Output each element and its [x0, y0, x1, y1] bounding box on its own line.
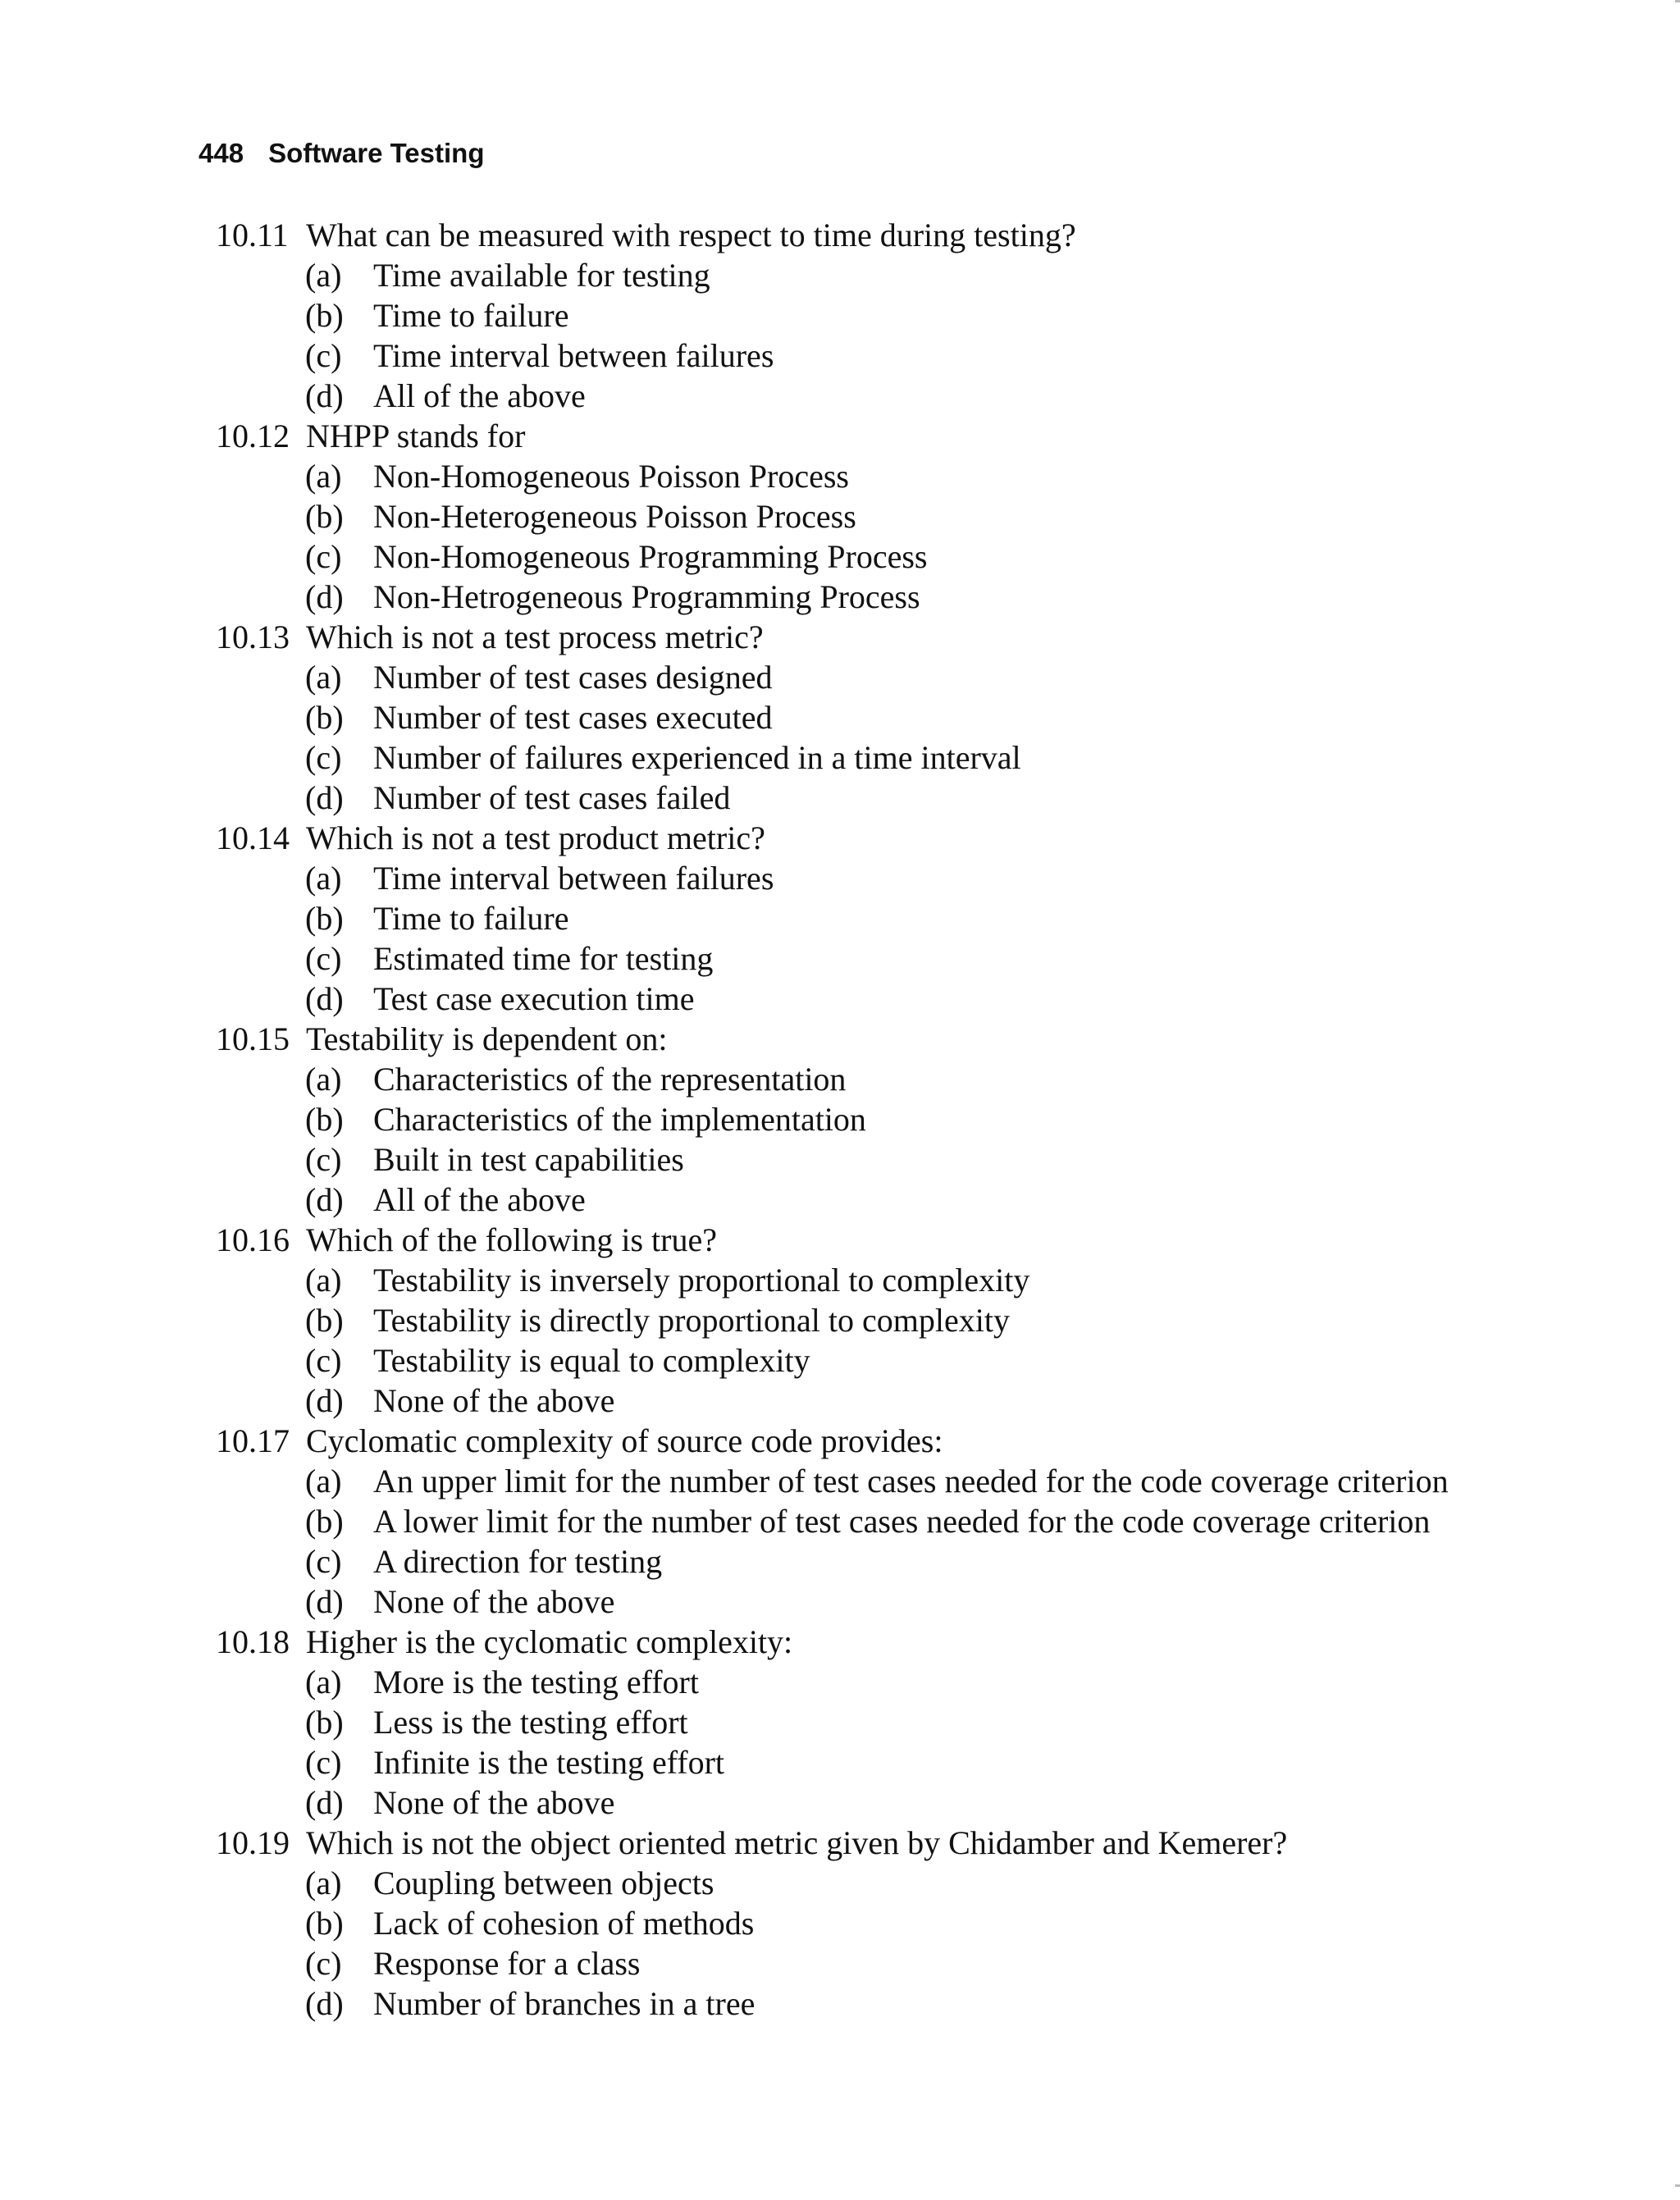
- option-item: [0, 1863, 1680, 1903]
- option-text: All of the above: [373, 377, 586, 414]
- option-letter: (d): [305, 377, 344, 414]
- page-edge-mark: [1675, 0, 1680, 2]
- question-line: [0, 1019, 1680, 1059]
- option-text: Time to failure: [373, 297, 569, 334]
- question-line: [0, 1421, 1680, 1461]
- option-letter: (c): [305, 538, 342, 575]
- option-letter: (a): [305, 1865, 342, 1901]
- option-letter: (a): [305, 257, 342, 294]
- option-letter: (c): [305, 940, 342, 977]
- option-item: [0, 335, 1680, 376]
- option-item: [0, 697, 1680, 737]
- option-item: [0, 1903, 1680, 1943]
- option-letter: (c): [305, 337, 342, 374]
- option-letter: (a): [305, 659, 342, 696]
- question-number: 10.14: [216, 819, 290, 856]
- question-item: [0, 1019, 1680, 1220]
- option-letter: (c): [305, 1543, 342, 1580]
- option-item: [0, 255, 1680, 295]
- question-item: [0, 416, 1680, 617]
- option-text: None of the above: [373, 1784, 615, 1821]
- option-text: More is the testing effort: [373, 1664, 699, 1700]
- question-item: [0, 215, 1680, 416]
- option-text: Non-Hetrogeneous Programming Process: [373, 578, 920, 615]
- question-item: [0, 1622, 1680, 1823]
- question-text: NHPP stands for: [306, 418, 526, 454]
- question-item: [0, 1421, 1680, 1622]
- running-title: Software Testing: [268, 138, 485, 168]
- question-item: [0, 1220, 1680, 1421]
- question-list: [0, 215, 1680, 2024]
- option-letter: (d): [305, 1784, 344, 1821]
- option-item: [0, 1541, 1680, 1582]
- option-text: Time interval between failures: [373, 337, 774, 374]
- question-line: [0, 1622, 1680, 1662]
- option-letter: (d): [305, 1985, 344, 2022]
- question-text: Which of the following is true?: [306, 1221, 717, 1258]
- option-item: [0, 536, 1680, 577]
- option-letter: (b): [305, 1503, 344, 1540]
- option-letter: (b): [305, 1905, 344, 1942]
- question-text: Which is not the object oriented metric given by Chidamber and Kemerer?: [306, 1824, 1288, 1861]
- question-text: Which is not a test process metric?: [306, 618, 764, 655]
- option-text: Coupling between objects: [373, 1865, 714, 1901]
- option-letter: (d): [305, 1382, 344, 1419]
- option-text: A direction for testing: [373, 1543, 663, 1580]
- question-number: 10.15: [216, 1020, 290, 1057]
- option-text: Number of test cases executed: [373, 699, 773, 736]
- option-text: Response for a class: [373, 1945, 641, 1982]
- option-item: [0, 1582, 1680, 1622]
- option-letter: (d): [305, 578, 344, 615]
- option-item: [0, 1300, 1680, 1340]
- option-text: Time available for testing: [373, 257, 710, 294]
- question-line: [0, 416, 1680, 456]
- option-item: [0, 858, 1680, 898]
- option-text: Number of failures experienced in a time interval: [373, 739, 1021, 776]
- question-number: 10.18: [216, 1623, 290, 1660]
- option-item: [0, 657, 1680, 697]
- option-letter: (b): [305, 1101, 344, 1138]
- option-item: [0, 1662, 1680, 1702]
- question-number: 10.17: [216, 1422, 290, 1459]
- page-number: 448: [199, 138, 244, 168]
- option-text: An upper limit for the number of test cases needed for the code coverage criterion: [373, 1463, 1449, 1499]
- option-letter: (c): [305, 1744, 342, 1781]
- option-letter: (d): [305, 779, 344, 816]
- option-letter: (c): [305, 1945, 342, 1982]
- option-text: Estimated time for testing: [373, 940, 714, 977]
- question-line: [0, 818, 1680, 858]
- page-edge-mark: [1675, 2184, 1680, 2187]
- option-item: [0, 1943, 1680, 1983]
- option-letter: (b): [305, 1704, 344, 1741]
- option-letter: (b): [305, 699, 344, 736]
- option-letter: (c): [305, 739, 342, 776]
- option-letter: (b): [305, 900, 344, 937]
- option-item: [0, 979, 1680, 1019]
- option-text: Number of test cases designed: [373, 659, 773, 696]
- option-letter: (c): [305, 1141, 342, 1178]
- option-letter: (a): [305, 860, 342, 897]
- option-text: Characteristics of the representation: [373, 1061, 847, 1098]
- option-text: Number of test cases failed: [373, 779, 731, 816]
- question-item: [0, 1823, 1680, 2024]
- option-item: [0, 496, 1680, 536]
- option-item: [0, 1742, 1680, 1782]
- option-item: [0, 1782, 1680, 1823]
- option-letter: (a): [305, 1664, 342, 1700]
- option-letter: (d): [305, 1181, 344, 1218]
- option-item: [0, 1340, 1680, 1381]
- option-text: Testability is directly proportional to complexity: [373, 1302, 1010, 1339]
- question-number: 10.11: [216, 217, 289, 253]
- question-line: [0, 1823, 1680, 1863]
- option-text: Time interval between failures: [373, 860, 774, 897]
- question-item: [0, 617, 1680, 818]
- option-letter: (a): [305, 1061, 342, 1098]
- option-item: [0, 1180, 1680, 1220]
- option-item: [0, 1983, 1680, 2024]
- page-header: [199, 138, 484, 169]
- option-text: Built in test capabilities: [373, 1141, 684, 1178]
- option-item: [0, 1501, 1680, 1541]
- option-item: [0, 577, 1680, 617]
- option-item: [0, 456, 1680, 496]
- option-item: [0, 1139, 1680, 1180]
- question-number: 10.13: [216, 618, 290, 655]
- option-letter: (a): [305, 1262, 342, 1299]
- option-item: [0, 1260, 1680, 1300]
- option-text: Testability is inversely proportional to complexity: [373, 1262, 1030, 1299]
- question-item: [0, 818, 1680, 1019]
- option-letter: (d): [305, 980, 344, 1017]
- question-line: [0, 1220, 1680, 1260]
- option-text: A lower limit for the number of test cases needed for the code coverage criterion: [373, 1503, 1431, 1540]
- option-text: None of the above: [373, 1583, 615, 1620]
- option-item: [0, 938, 1680, 979]
- option-letter: (a): [305, 458, 342, 495]
- option-item: [0, 1381, 1680, 1421]
- option-letter: (b): [305, 297, 344, 334]
- question-text: Higher is the cyclomatic complexity:: [306, 1623, 793, 1660]
- option-text: Lack of cohesion of methods: [373, 1905, 755, 1942]
- option-item: [0, 1461, 1680, 1501]
- option-text: Non-Homogeneous Poisson Process: [373, 458, 849, 495]
- option-item: [0, 778, 1680, 818]
- question-number: 10.12: [216, 418, 290, 454]
- option-item: [0, 295, 1680, 335]
- option-text: Testability is equal to complexity: [373, 1342, 810, 1379]
- question-text: Which is not a test product metric?: [306, 819, 765, 856]
- option-text: Non-Homogeneous Programming Process: [373, 538, 928, 575]
- option-letter: (b): [305, 498, 344, 535]
- option-text: None of the above: [373, 1382, 615, 1419]
- question-text: What can be measured with respect to time during testing?: [306, 217, 1076, 253]
- option-text: Non-Heterogeneous Poisson Process: [373, 498, 856, 535]
- option-item: [0, 898, 1680, 938]
- option-item: [0, 1099, 1680, 1139]
- option-item: [0, 737, 1680, 778]
- option-item: [0, 1702, 1680, 1742]
- option-text: Time to failure: [373, 900, 569, 937]
- question-number: 10.16: [216, 1221, 290, 1258]
- option-text: Number of branches in a tree: [373, 1985, 756, 2022]
- option-text: Characteristics of the implementation: [373, 1101, 866, 1138]
- question-line: [0, 215, 1680, 255]
- option-text: All of the above: [373, 1181, 586, 1218]
- option-letter: (c): [305, 1342, 342, 1379]
- option-item: [0, 376, 1680, 416]
- option-text: Less is the testing effort: [373, 1704, 688, 1741]
- option-item: [0, 1059, 1680, 1099]
- option-letter: (b): [305, 1302, 344, 1339]
- question-text: Cyclomatic complexity of source code provides:: [306, 1422, 943, 1459]
- option-letter: (a): [305, 1463, 342, 1499]
- question-text: Testability is dependent on:: [306, 1020, 668, 1057]
- option-text: Infinite is the testing effort: [373, 1744, 725, 1781]
- option-text: Test case execution time: [373, 980, 695, 1017]
- question-number: 10.19: [216, 1824, 290, 1861]
- question-line: [0, 617, 1680, 657]
- option-letter: (d): [305, 1583, 344, 1620]
